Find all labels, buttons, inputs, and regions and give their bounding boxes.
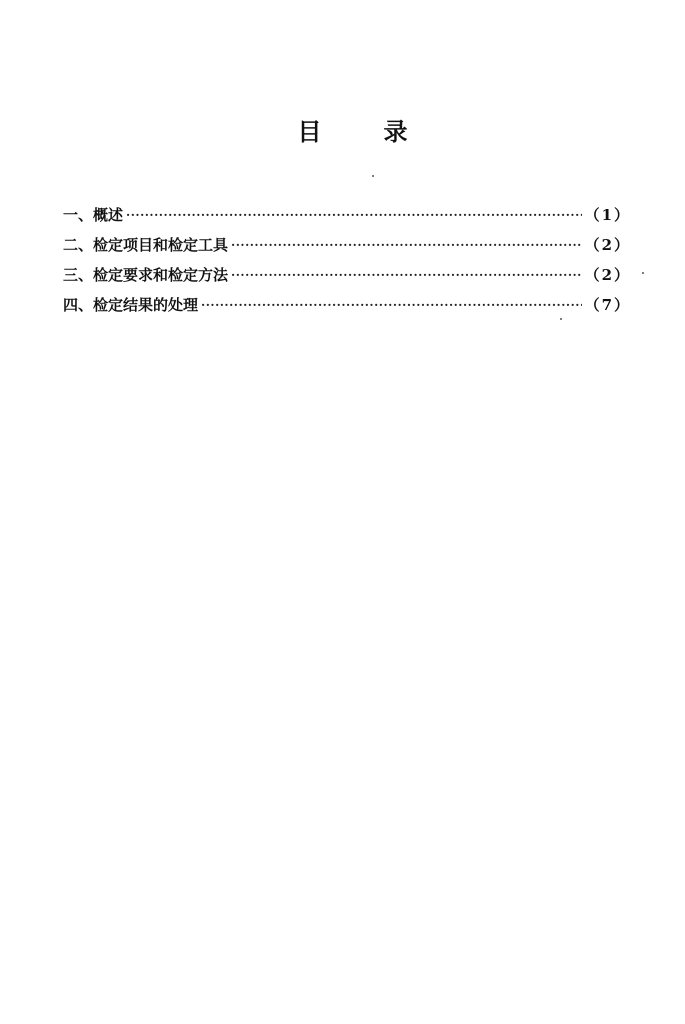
- page-title: [0, 112, 685, 147]
- toc-entry-number: 四、: [63, 296, 94, 314]
- toc-entry[interactable]: [63, 234, 631, 264]
- toc-dot-leader: [231, 238, 582, 252]
- toc-entry-page: （2）: [584, 266, 631, 284]
- table-of-contents: [63, 204, 631, 324]
- toc-entry-number: 三、: [63, 266, 94, 284]
- toc-entry-page: （1）: [584, 206, 631, 224]
- toc-entry-label: 检定结果的处理: [93, 296, 199, 314]
- toc-dot-leader: [126, 208, 582, 222]
- toc-entry[interactable]: [63, 264, 631, 294]
- toc-entry-page: （7）: [584, 296, 631, 314]
- scan-speck: [642, 272, 644, 274]
- toc-entry[interactable]: [63, 294, 631, 324]
- toc-entry-number: 二、: [63, 236, 94, 254]
- toc-entry-label: 概述: [93, 206, 124, 224]
- toc-entry-label: 检定要求和检定方法: [93, 266, 229, 284]
- toc-entry-number: 一、: [63, 206, 94, 224]
- toc-entry-label: 检定项目和检定工具: [93, 236, 229, 254]
- toc-entry[interactable]: [63, 204, 631, 234]
- toc-entry-page: （2）: [584, 236, 631, 254]
- toc-dot-leader: [201, 298, 582, 312]
- page-title-char-1: 目: [297, 117, 322, 146]
- page-title-char-2: 录: [383, 117, 408, 146]
- scan-speck: [372, 175, 374, 177]
- toc-dot-leader: [231, 268, 582, 282]
